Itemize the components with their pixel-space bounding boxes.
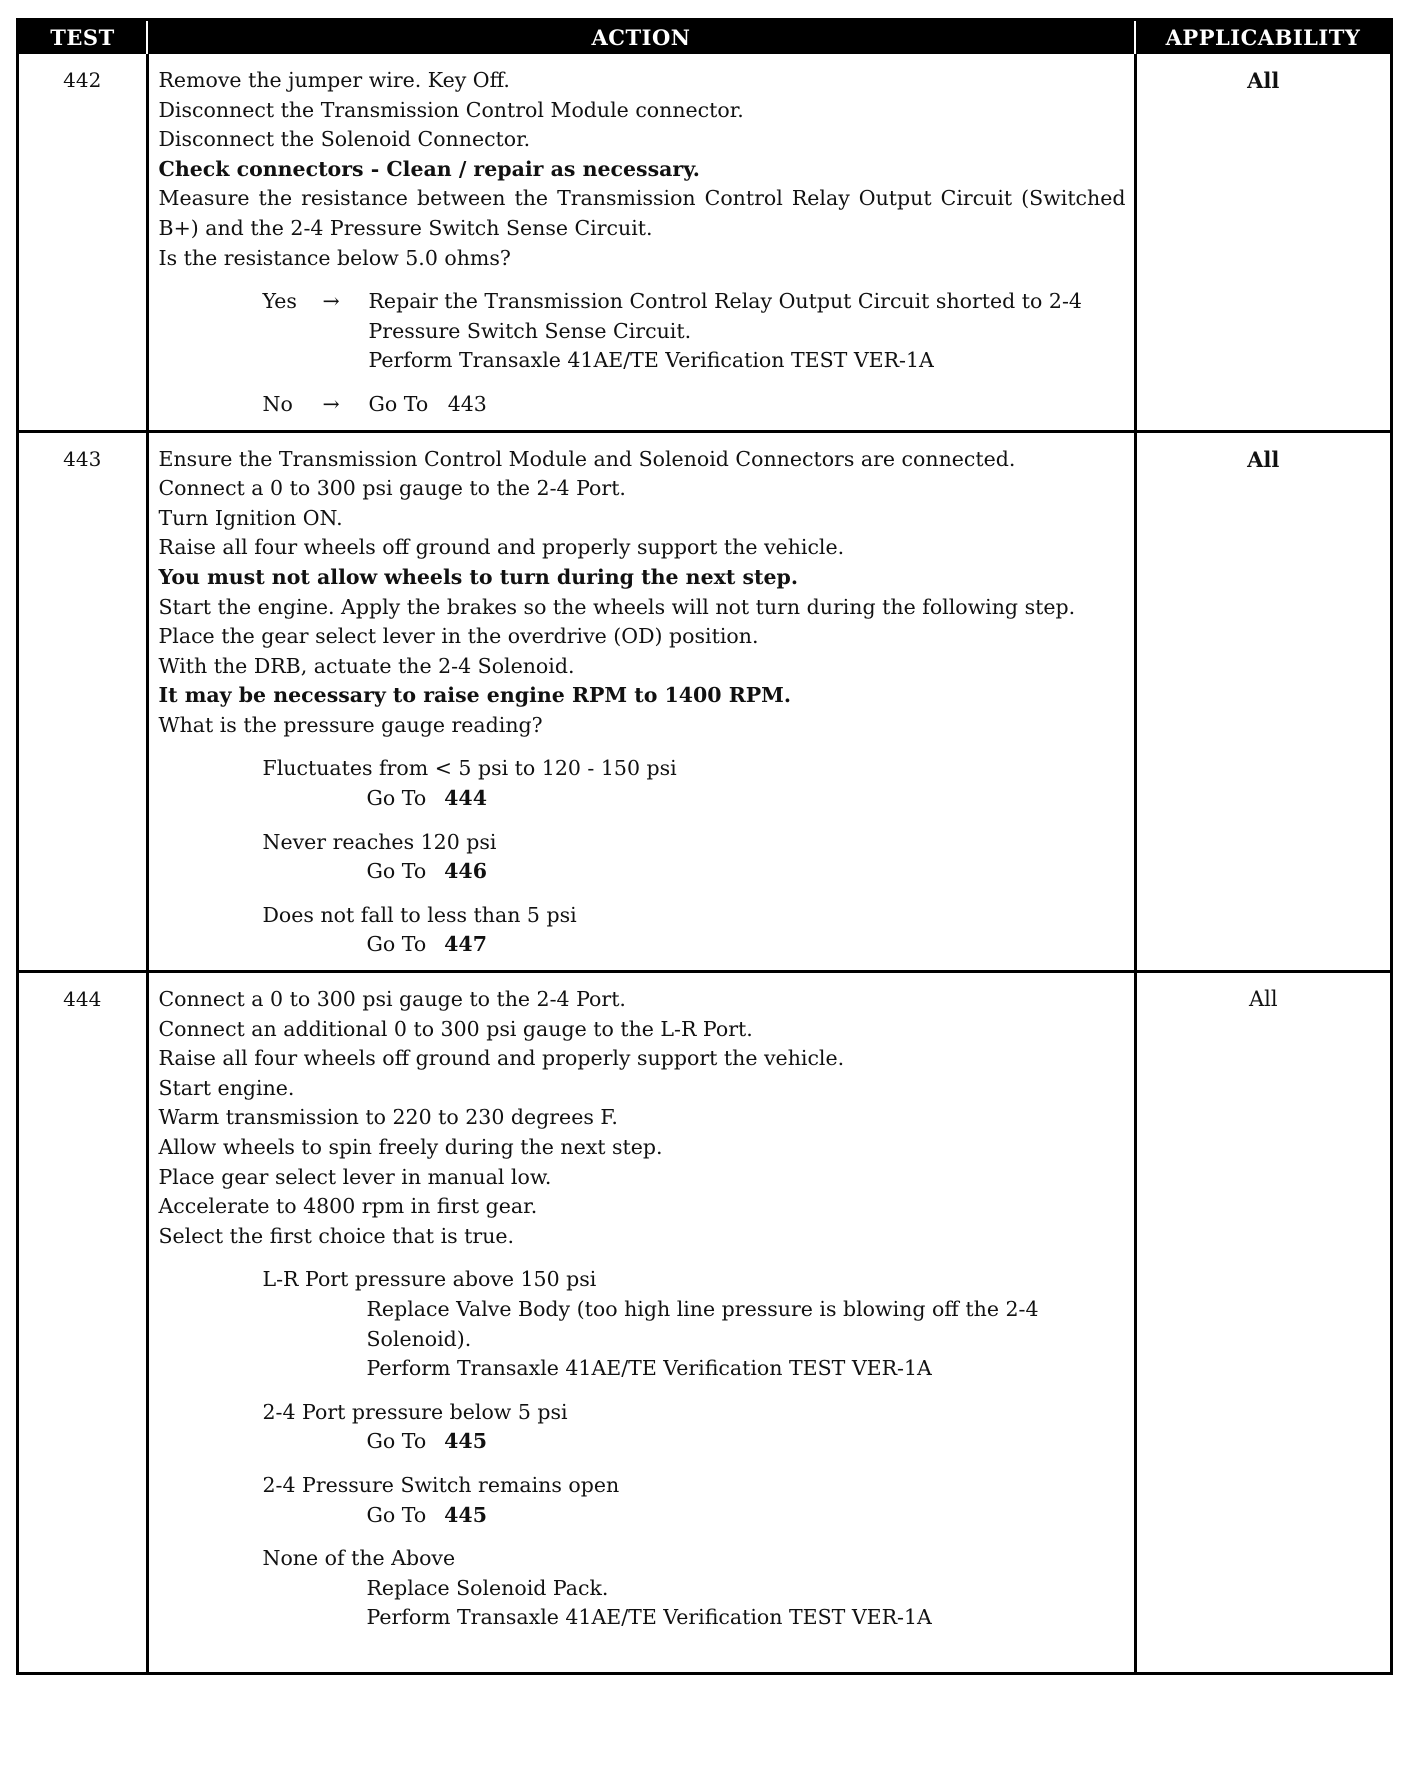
step: Disconnect the Solenoid Connector. [158, 127, 531, 152]
result-line: Replace Solenoid Pack. [366, 1575, 609, 1600]
action-cell [147, 54, 1135, 431]
outcome [263, 1265, 1126, 1383]
outcome-label: Yes [262, 289, 297, 314]
goto-label: Go To [366, 786, 427, 811]
step: Raise all four wheels off ground and properly support the vehicle. [158, 1046, 845, 1071]
step: Place gear select lever in manual low. [158, 1164, 552, 1189]
goto-label: Go To [366, 1429, 427, 1454]
header-row [19, 21, 1390, 54]
diagnostic-test-table [16, 18, 1393, 1675]
test-row-444 [19, 972, 1390, 1672]
test-number: 443 [19, 431, 147, 972]
outcomes [159, 1265, 1126, 1633]
test-row-442 [19, 54, 1390, 431]
outcome-result [369, 287, 1126, 376]
outcome-goto [367, 930, 1126, 960]
outcome-no [263, 390, 1126, 420]
outcome-label: No [262, 391, 293, 416]
arrow-icon: → [322, 391, 340, 416]
outcome-condition: L-R Port pressure above 150 psi [262, 1267, 597, 1292]
outcome-yes [263, 287, 1126, 376]
test-table [19, 21, 1390, 1672]
applicability: All [1135, 54, 1390, 431]
step: Ensure the Transmission Control Module and Solenoid Connectors are connected. [158, 446, 1016, 471]
step-note: Check connectors - Clean / repair as necessary. [158, 156, 700, 181]
test-row-443 [19, 431, 1390, 972]
result-line: Perform Transaxle 41AE/TE Verification TEST VER-1A [366, 1356, 932, 1381]
outcome-goto [367, 857, 1126, 887]
outcome [263, 828, 1126, 887]
step: Connect an additional 0 to 300 psi gauge to the L-R Port. [158, 1016, 753, 1041]
action-cell [147, 972, 1135, 1672]
step-question: Is the resistance below 5.0 ohms? [158, 245, 511, 270]
outcome-condition: None of the Above [262, 1546, 456, 1571]
step: Measure the resistance between the Transmission Control Relay Output Circuit (Switched B+) and the 2-4 Pressure Switch Sense Circuit. [158, 186, 1126, 240]
outcome-goto [367, 1501, 1126, 1531]
result-line: Perform Transaxle 41AE/TE Verification TEST VER-1A [366, 1605, 932, 1630]
step: Start the engine. Apply the brakes so the wheels will not turn during the following step. [158, 594, 1076, 619]
header-applicability: APPLICABILITY [1135, 21, 1390, 54]
step: Turn Ignition ON. [158, 505, 343, 530]
goto-number: 445 [444, 1502, 487, 1527]
outcome-condition: Does not fall to less than 5 psi [262, 902, 577, 927]
outcome [263, 1398, 1126, 1457]
outcome-condition: 2-4 Port pressure below 5 psi [262, 1399, 568, 1424]
test-number: 444 [19, 972, 147, 1672]
step: Disconnect the Transmission Control Module connector. [158, 97, 744, 122]
outcome-goto [367, 784, 1126, 814]
outcome-result: Go To 443 [368, 391, 487, 416]
step: Place the gear select lever in the overdrive (OD) position. [158, 624, 759, 649]
step: Connect a 0 to 300 psi gauge to the 2-4 Port. [158, 476, 626, 501]
outcome-condition: 2-4 Pressure Switch remains open [262, 1472, 620, 1497]
step: Allow wheels to spin freely during the next step. [158, 1135, 663, 1159]
step: With the DRB, actuate the 2-4 Solenoid. [158, 653, 575, 678]
outcome-condition: Fluctuates from < 5 psi to 120 - 150 psi [262, 756, 677, 781]
step-question: What is the pressure gauge reading? [158, 712, 543, 737]
step: Warm transmission to 220 to 230 degrees F. [158, 1105, 618, 1130]
outcome [263, 1544, 1126, 1633]
goto-label: Go To [366, 932, 427, 957]
result-line: Replace Valve Body (too high line pressure is blowing off the 2-4 Solenoid). [366, 1296, 1039, 1351]
outcomes [159, 287, 1126, 419]
header-test: TEST [19, 21, 147, 54]
step: Connect a 0 to 300 psi gauge to the 2-4 Port. [158, 987, 626, 1012]
goto-label: Go To [366, 1502, 427, 1527]
step: Start engine. [158, 1075, 295, 1100]
goto-number: 445 [444, 1429, 487, 1454]
step-question: Select the first choice that is true. [158, 1223, 515, 1248]
result-line: Perform Transaxle 41AE/TE Verification TEST VER-1A [368, 348, 934, 373]
step: Raise all four wheels off ground and properly support the vehicle. [158, 535, 845, 560]
outcome-result [367, 1295, 1126, 1384]
action-cell [147, 431, 1135, 972]
step-note: It may be necessary to raise engine RPM to 1400 RPM. [158, 683, 791, 708]
step: Accelerate to 4800 rpm in first gear. [158, 1194, 538, 1219]
outcome-goto [367, 1427, 1126, 1457]
header-action: ACTION [147, 21, 1135, 54]
outcome [263, 754, 1126, 813]
arrow-icon: → [322, 289, 340, 314]
goto-number: 446 [444, 859, 487, 884]
outcome-condition: Never reaches 120 psi [262, 829, 497, 854]
result-line: Repair the Transmission Control Relay Output Circuit shorted to 2-4 Pressure Switch Sense Circuit. [368, 289, 1082, 343]
outcome [263, 1471, 1126, 1530]
applicability: All [1135, 431, 1390, 972]
applicability: All [1135, 972, 1390, 1672]
step-note: You must not allow wheels to turn during the next step. [158, 564, 798, 589]
outcome [263, 901, 1126, 960]
outcome-result [367, 1574, 1126, 1633]
goto-number: 447 [444, 932, 487, 957]
outcomes [159, 754, 1126, 960]
test-number: 442 [19, 54, 147, 431]
goto-number: 444 [444, 786, 487, 811]
step: Remove the jumper wire. Key Off. [158, 68, 510, 92]
goto-label: Go To [366, 859, 427, 884]
